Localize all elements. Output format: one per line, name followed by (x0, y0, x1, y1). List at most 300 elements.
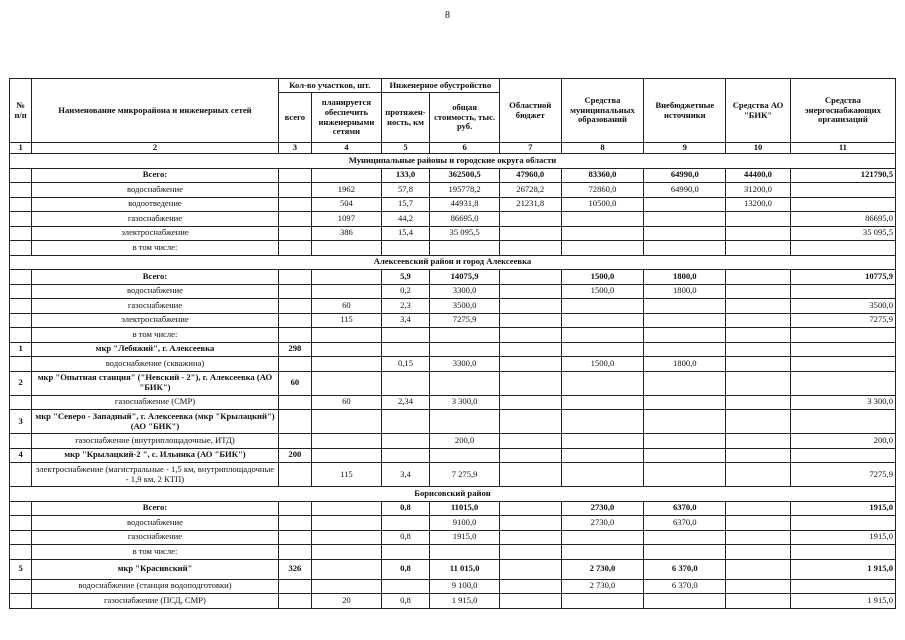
table-cell: 1915,0 (430, 530, 500, 545)
table-cell (499, 270, 561, 285)
table-cell (10, 313, 32, 328)
col-number: 1 (10, 143, 32, 154)
row-label: газоснабжение (СМР) (32, 395, 278, 410)
table-cell (726, 516, 791, 531)
table-cell (561, 212, 644, 227)
table-cell: 0,2 (381, 284, 429, 299)
table-cell: 1097 (312, 212, 382, 227)
table-cell (10, 434, 32, 449)
table-cell (278, 241, 311, 256)
table-cell (644, 342, 726, 357)
total-row (10, 501, 896, 516)
row-label: мкр "Красивский" (32, 559, 278, 579)
table-cell (561, 545, 644, 560)
table-cell (312, 545, 382, 560)
table-cell (381, 241, 429, 256)
section-title: Борисовский район (10, 487, 896, 502)
table-cell: 57,8 (381, 183, 429, 198)
row-label: электроснабжение (магистральные - 1,5 км, внутриплощадочные - 1,9 км, 2 КТП) (32, 463, 278, 487)
header-sites-total: всего (278, 93, 311, 143)
table-cell: 5 (10, 559, 32, 579)
engineering-networks-table (9, 78, 896, 609)
table-cell: 0,8 (381, 594, 429, 609)
row-label: водоснабжение (скважина) (32, 357, 278, 372)
table-cell: 5,9 (381, 270, 429, 285)
table-cell (790, 516, 895, 531)
table-row (10, 183, 896, 198)
table-cell (278, 410, 311, 434)
table-cell: 14075,9 (430, 270, 500, 285)
table-cell: 7275,9 (790, 463, 895, 487)
table-cell (278, 545, 311, 560)
col-number: 11 (790, 143, 895, 154)
table-cell (278, 579, 311, 594)
table-cell: 1800,0 (644, 357, 726, 372)
table-cell (312, 434, 382, 449)
table-cell (561, 434, 644, 449)
table-cell: 2730,0 (561, 501, 644, 516)
row-label: газоснабжение (32, 212, 278, 227)
row-label: водоснабжение (32, 284, 278, 299)
table-cell (726, 410, 791, 434)
table-cell: 15,4 (381, 226, 429, 241)
table-cell (312, 559, 382, 579)
table-cell: 44400,0 (726, 168, 791, 183)
table-cell (644, 313, 726, 328)
table-cell (430, 545, 500, 560)
table-cell (381, 371, 429, 395)
col-number: 8 (561, 143, 644, 154)
row-label: мкр "Лебяжий", г. Алексеевка (32, 342, 278, 357)
table-cell (278, 501, 311, 516)
table-row (10, 226, 896, 241)
header-sites-planned: планируется обеспечить инженерными сетями (312, 93, 382, 143)
table-cell (726, 448, 791, 463)
table-cell (644, 328, 726, 343)
table-cell: 3500,0 (430, 299, 500, 314)
table-cell (430, 371, 500, 395)
table-cell (644, 594, 726, 609)
table-cell (726, 559, 791, 579)
table-cell (790, 579, 895, 594)
table-cell (312, 357, 382, 372)
table-cell (790, 357, 895, 372)
table-cell (644, 226, 726, 241)
table-cell: 13200,0 (726, 197, 791, 212)
district-row (10, 342, 896, 357)
table-cell (381, 545, 429, 560)
table-cell: 1 915,0 (790, 594, 895, 609)
table-cell (278, 516, 311, 531)
table-cell: 44,2 (381, 212, 429, 227)
table-cell: 6 370,0 (644, 559, 726, 579)
table-cell: 362500,5 (430, 168, 500, 183)
col-number: 6 (430, 143, 500, 154)
table-cell (430, 328, 500, 343)
table-cell (499, 371, 561, 395)
table-cell: 60 (278, 371, 311, 395)
table-cell (430, 241, 500, 256)
table-cell: 1500,0 (561, 284, 644, 299)
table-cell (278, 328, 311, 343)
row-label: Всего: (32, 501, 278, 516)
total-row (10, 270, 896, 285)
table-cell: 60 (312, 299, 382, 314)
table-cell: 2,34 (381, 395, 429, 410)
table-cell (10, 212, 32, 227)
col-number: 9 (644, 143, 726, 154)
table-cell: 20 (312, 594, 382, 609)
table-row (10, 516, 896, 531)
table-cell: 72860,0 (561, 183, 644, 198)
table-row (10, 530, 896, 545)
table-cell: 3,4 (381, 463, 429, 487)
table-cell (561, 342, 644, 357)
row-label: газоснабжение (32, 530, 278, 545)
table-cell (726, 371, 791, 395)
table-row (10, 197, 896, 212)
row-label: электроснабжение (32, 313, 278, 328)
table-cell (499, 530, 561, 545)
table-cell (10, 545, 32, 560)
table-cell (10, 463, 32, 487)
table-cell (561, 371, 644, 395)
table-cell (278, 299, 311, 314)
header-group-infra: Инженерное обустройство (381, 79, 499, 93)
section-title: Муниципальные районы и городские округа области (10, 154, 896, 169)
table-cell (278, 270, 311, 285)
table-cell (499, 463, 561, 487)
table-cell: 504 (312, 197, 382, 212)
table-cell (561, 226, 644, 241)
table-row (10, 463, 896, 487)
table-cell (10, 579, 32, 594)
table-cell (312, 579, 382, 594)
table-cell: 200,0 (430, 434, 500, 449)
table-cell: 326 (278, 559, 311, 579)
table-cell (10, 226, 32, 241)
table-cell (10, 501, 32, 516)
table-cell (561, 241, 644, 256)
table-cell (790, 197, 895, 212)
table-cell: 6370,0 (644, 516, 726, 531)
table-row (10, 594, 896, 609)
table-cell: 86695,0 (790, 212, 895, 227)
col-number: 7 (499, 143, 561, 154)
table-cell (726, 226, 791, 241)
table-cell (312, 328, 382, 343)
table-cell (499, 579, 561, 594)
table-cell (726, 463, 791, 487)
table-cell (726, 530, 791, 545)
table-cell (278, 463, 311, 487)
table-cell (10, 594, 32, 609)
table-cell (499, 516, 561, 531)
table-cell: 83360,0 (561, 168, 644, 183)
table-cell: 1962 (312, 183, 382, 198)
table-cell: 1800,0 (644, 284, 726, 299)
table-cell (644, 197, 726, 212)
table-cell (499, 284, 561, 299)
table-cell: 2 (10, 371, 32, 395)
row-label: электроснабжение (32, 226, 278, 241)
table-cell (278, 226, 311, 241)
table-cell: 115 (312, 313, 382, 328)
district-row (10, 371, 896, 395)
header-num: № п/п (10, 79, 32, 143)
table-cell (726, 357, 791, 372)
table-cell (561, 463, 644, 487)
table-cell: 7275,9 (790, 313, 895, 328)
table-cell (726, 579, 791, 594)
table-cell: 3 (10, 410, 32, 434)
table-cell (278, 434, 311, 449)
table-cell: 10775,9 (790, 270, 895, 285)
table-row (10, 357, 896, 372)
table-cell (726, 270, 791, 285)
table-cell: 1 915,0 (790, 559, 895, 579)
table-cell (10, 168, 32, 183)
table-cell: 6370,0 (644, 501, 726, 516)
table-cell: 3,4 (381, 313, 429, 328)
table-cell (499, 594, 561, 609)
table-cell: 1 (10, 342, 32, 357)
table-cell (499, 212, 561, 227)
col-number: 4 (312, 143, 382, 154)
table-cell (381, 410, 429, 434)
table-cell: 7 275,9 (430, 463, 500, 487)
table-cell (312, 516, 382, 531)
table-cell (10, 197, 32, 212)
table-cell (499, 299, 561, 314)
table-cell (312, 410, 382, 434)
table-cell: 26728,2 (499, 183, 561, 198)
table-cell: 11015,0 (430, 501, 500, 516)
table-cell: 2730,0 (561, 516, 644, 531)
table-cell (499, 559, 561, 579)
row-label: водоснабжение (32, 183, 278, 198)
table-body (10, 154, 896, 609)
table-cell: 2,3 (381, 299, 429, 314)
table-cell (499, 241, 561, 256)
table-cell: 2 730,0 (561, 579, 644, 594)
table-cell: 21231,8 (499, 197, 561, 212)
table-cell (278, 197, 311, 212)
table-cell (726, 212, 791, 227)
table-row (10, 545, 896, 560)
section-row (10, 487, 896, 502)
row-label: в том числе: (32, 545, 278, 560)
row-label: мкр "Северо - Западный", г. Алексеевка (мкр "Крылацкий") (АО "БИК") (32, 410, 278, 434)
table-cell (790, 183, 895, 198)
table-cell (726, 328, 791, 343)
header-municipal: Средства муниципальных образований (561, 79, 644, 143)
table-row (10, 328, 896, 343)
table-cell (381, 434, 429, 449)
table-cell (10, 530, 32, 545)
row-label: газоснабжение (32, 299, 278, 314)
table-cell (312, 284, 382, 299)
table-cell (726, 284, 791, 299)
table-cell: 298 (278, 342, 311, 357)
table-cell (10, 270, 32, 285)
table-cell (381, 516, 429, 531)
table-cell (561, 299, 644, 314)
col-number: 3 (278, 143, 311, 154)
table-cell (499, 434, 561, 449)
table-cell (790, 284, 895, 299)
table-cell: 3300,0 (430, 357, 500, 372)
table-cell (790, 328, 895, 343)
table-row (10, 395, 896, 410)
table-cell (726, 594, 791, 609)
table-cell: 44931,8 (430, 197, 500, 212)
table-cell (10, 516, 32, 531)
table-cell: 1500,0 (561, 357, 644, 372)
table-row (10, 299, 896, 314)
row-label: в том числе: (32, 241, 278, 256)
table-cell (381, 448, 429, 463)
table-cell (644, 448, 726, 463)
table-cell (499, 226, 561, 241)
table-cell (278, 183, 311, 198)
header-cost: общая стоимость, тыс. руб. (430, 93, 500, 143)
table-cell (312, 168, 382, 183)
table-cell (790, 448, 895, 463)
table-cell (644, 434, 726, 449)
table-cell (726, 299, 791, 314)
row-label: водоснабжение (станция водоподготовки) (32, 579, 278, 594)
district-row (10, 448, 896, 463)
section-row (10, 255, 896, 270)
table-row (10, 579, 896, 594)
table-cell (726, 313, 791, 328)
table-cell: 35 095,5 (430, 226, 500, 241)
table-cell: 60 (312, 395, 382, 410)
table-cell (499, 545, 561, 560)
table-cell (10, 299, 32, 314)
table-cell (499, 501, 561, 516)
table-cell (644, 241, 726, 256)
table-cell (644, 395, 726, 410)
page-number: 8 (445, 10, 450, 21)
table-cell (499, 342, 561, 357)
district-row (10, 410, 896, 434)
column-numbers-row (10, 143, 896, 154)
table-cell (278, 530, 311, 545)
row-label: газоснабжение (внутриплощадочные, ИТД) (32, 434, 278, 449)
table-cell: 31200,0 (726, 183, 791, 198)
table-cell (790, 410, 895, 434)
table-cell (726, 241, 791, 256)
table-cell: 200 (278, 448, 311, 463)
table-cell (790, 545, 895, 560)
row-label: водоснабжение (32, 516, 278, 531)
table-cell (10, 357, 32, 372)
header-bik: Средства АО "БИК" (726, 79, 791, 143)
table-cell (561, 448, 644, 463)
table-row (10, 241, 896, 256)
table-row (10, 284, 896, 299)
table-cell (499, 395, 561, 410)
table-cell: 1915,0 (790, 530, 895, 545)
table-cell (644, 463, 726, 487)
table-cell: 15,7 (381, 197, 429, 212)
table-cell (561, 594, 644, 609)
table-cell: 7275,9 (430, 313, 500, 328)
table-cell: 1915,0 (790, 501, 895, 516)
table-cell (644, 545, 726, 560)
table-cell (278, 212, 311, 227)
table-cell: 9100,0 (430, 516, 500, 531)
table-cell (430, 448, 500, 463)
table-cell (726, 434, 791, 449)
header-regional: Областной бюджет (499, 79, 561, 143)
table-cell (312, 241, 382, 256)
table-cell (312, 371, 382, 395)
table-cell: 0,15 (381, 357, 429, 372)
table-cell: 64990,0 (644, 168, 726, 183)
table-cell: 86695,0 (430, 212, 500, 227)
table-cell: 1 915,0 (430, 594, 500, 609)
table-cell: 0,8 (381, 501, 429, 516)
header-offbudget: Внебюджетные источники (644, 79, 726, 143)
table-cell (430, 410, 500, 434)
table-cell (499, 410, 561, 434)
table-cell (499, 357, 561, 372)
table-cell (278, 357, 311, 372)
row-label: мкр "Крылацкий-2 ", с. Ильинка (АО "БИК") (32, 448, 278, 463)
row-label: в том числе: (32, 328, 278, 343)
header-energy: Средства энергоснабжающих организаций (790, 79, 895, 143)
table-cell: 6 370,0 (644, 579, 726, 594)
table-cell: 0,8 (381, 559, 429, 579)
table-cell (430, 342, 500, 357)
table-cell (10, 241, 32, 256)
table-cell (278, 594, 311, 609)
table-cell (312, 448, 382, 463)
header-name: Наименование микрорайона и инженерных сетей (32, 79, 278, 143)
header-length: протяжен-ность, км (381, 93, 429, 143)
table-cell (499, 313, 561, 328)
table-cell: 1800,0 (644, 270, 726, 285)
table-cell (312, 342, 382, 357)
row-label: мкр "Опытная станция" ("Невский - 2"), г. Алексеевка (АО "БИК") (32, 371, 278, 395)
row-label: водоотведение (32, 197, 278, 212)
table-cell (278, 284, 311, 299)
table-row (10, 313, 896, 328)
table-cell: 386 (312, 226, 382, 241)
table-cell (381, 328, 429, 343)
table-cell: 121790,5 (790, 168, 895, 183)
table-cell (10, 395, 32, 410)
table-cell (561, 410, 644, 434)
section-title: Алексеевский район и город Алексеевка (10, 255, 896, 270)
table-cell (644, 371, 726, 395)
row-label: газоснабжение (ПСД, СМР) (32, 594, 278, 609)
table-cell: 195778,2 (430, 183, 500, 198)
table-cell: 200,0 (790, 434, 895, 449)
table-cell (726, 395, 791, 410)
table-cell (312, 501, 382, 516)
table-cell: 47960,0 (499, 168, 561, 183)
table-cell: 2 730,0 (561, 559, 644, 579)
table-cell: 0,8 (381, 530, 429, 545)
table-cell (10, 328, 32, 343)
table-cell: 115 (312, 463, 382, 487)
row-label: Всего: (32, 168, 278, 183)
header-group-sites: Кол-во участков, шт. (278, 79, 381, 93)
